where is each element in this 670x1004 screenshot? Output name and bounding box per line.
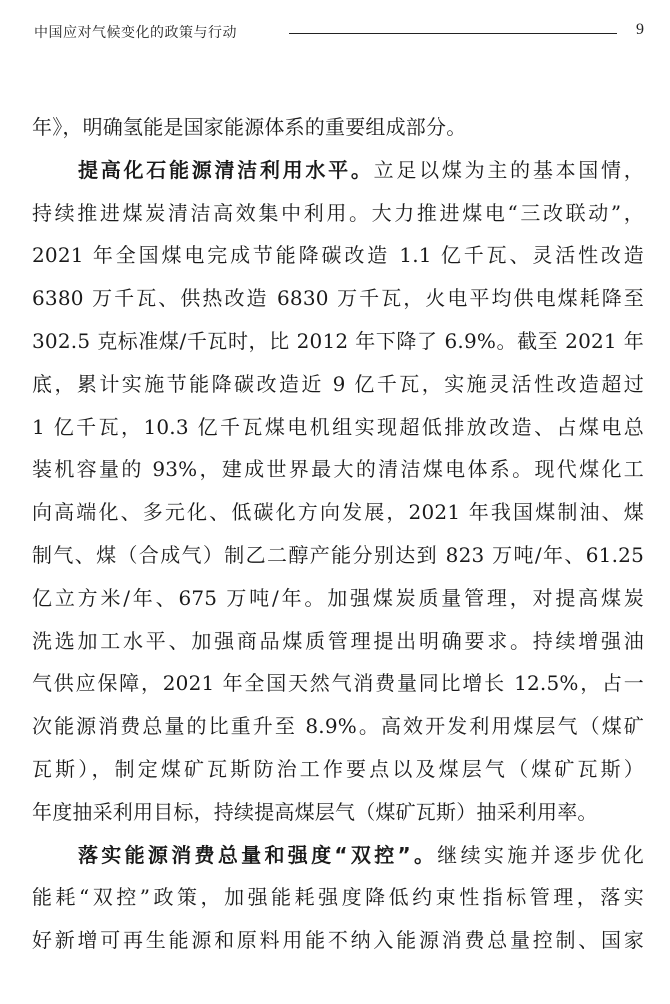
text-line: 底，累计实施节能降碳改造近 9 亿千瓦，实施灵活性改造超过: [32, 371, 644, 396]
text-line: 1 亿千瓦，10.3 亿千瓦煤电机组实现超低排放改造、占煤电总: [32, 414, 644, 439]
text-line: 继续实施并逐步优化: [437, 842, 644, 867]
section-heading-dual-control: 落实能源消费总量和强度“双控”。: [78, 842, 438, 867]
text-line: 2021 年全国煤电完成节能降碳改造 1.1 亿千瓦、灵活性改造: [32, 243, 644, 268]
paragraph-heading-line: [32, 834, 644, 877]
body-text: [32, 106, 644, 962]
section-heading-fossil-energy: 提高化石能源清洁利用水平。: [78, 157, 374, 182]
running-header-title: 中国应对气候变化的政策与行动: [34, 25, 237, 41]
paragraph-heading-line: [32, 149, 644, 192]
text-line: 瓦斯），制定煤矿瓦斯防治工作要点以及煤层气（煤矿瓦斯）: [32, 756, 644, 781]
text-line: 制气、煤（合成气）制乙二醇产能分别达到 823 万吨/年、61.25: [32, 542, 644, 567]
text-line: 年度抽采利用目标，持续提高煤层气（煤矿瓦斯）抽采利用率。: [32, 799, 598, 824]
text-line: 亿立方米/年、675 万吨/年。加强煤炭质量管理，对提高煤炭: [32, 585, 644, 610]
text-line: 年》，明确氢能是国家能源体系的重要组成部分。: [32, 115, 467, 139]
text-line: 持续推进煤炭清洁高效集中利用。大力推进煤电“三改联动”，: [32, 200, 644, 225]
text-line: 气供应保障，2021 年全国天然气消费量同比增长 12.5%，占一: [32, 671, 644, 696]
text-line: 302.5 克标准煤/千瓦时，比 2012 年下降了 6.9%。截至 2021 年: [32, 328, 644, 353]
text-line: 次能源消费总量的比重升至 8.9%。高效开发利用煤层气（煤矿: [32, 714, 644, 739]
header-rule: [289, 33, 617, 34]
page-number: 9: [636, 21, 644, 38]
text-line: 能耗“双控”政策，加强能耗强度降低约束性指标管理，落实: [32, 885, 644, 910]
text-line: 6380 万千瓦、供热改造 6830 万千瓦，火电平均供电煤耗降至: [32, 286, 644, 311]
text-line: 立足以煤为主的基本国情，: [373, 157, 644, 182]
text-line: 装机容量的 93%，建成世界最大的清洁煤电体系。现代煤化工: [32, 457, 644, 482]
text-line: 好新增可再生能源和原料用能不纳入能源消费总量控制、国家: [32, 928, 644, 953]
text-line: 洗选加工水平、加强商品煤质管理提出明确要求。持续增强油: [32, 628, 644, 653]
running-header: [34, 18, 644, 48]
text-line: 向高端化、多元化、低碳化方向发展，2021 年我国煤制油、煤: [32, 500, 644, 525]
